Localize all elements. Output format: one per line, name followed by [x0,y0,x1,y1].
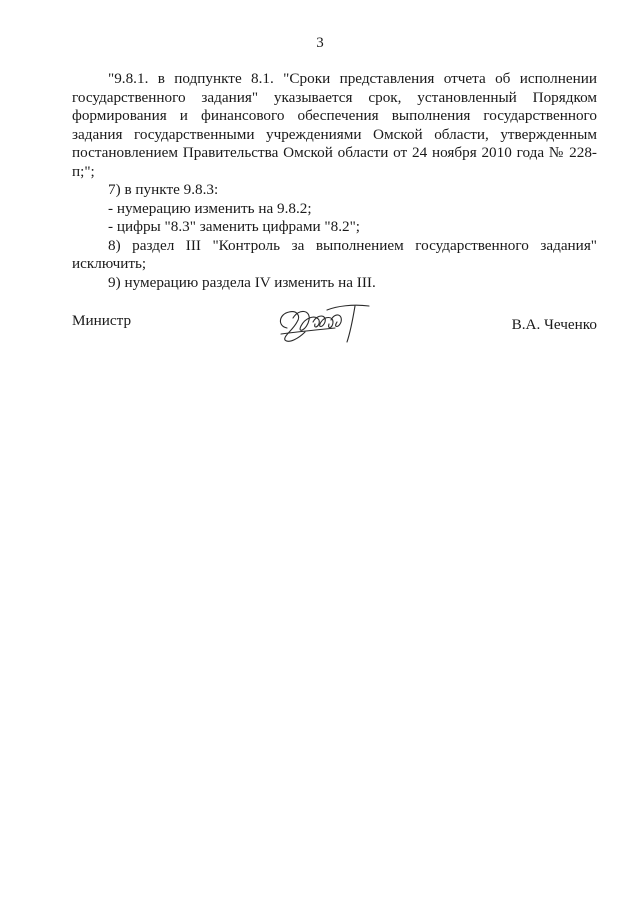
signer-name: В.А. Чеченко [511,316,597,333]
document-body [72,70,597,292]
paragraph-item-7: 7) в пункте 9.8.3: [108,181,219,198]
signature-block [72,300,597,360]
page-number: 3 [316,35,324,51]
paragraph-item-8: 8) раздел III "Контроль за выполнением государственного задания" исключить; [72,236,597,272]
handwritten-signature [275,300,375,346]
paragraph-item-9: 9) нумерацию раздела IV изменить на III. [108,273,376,291]
paragraph-9-8-1: "9.8.1. в подпункте 8.1. "Сроки представления отчета об исполнении государственного задания" указывается срок, установленный Порядком формирования и финансового обеспечения выполнения государственного задания государственными учреждениями Омской области, утвержденным постановлением Правительства Омской области от 24 ноября 2010 года № 228-п;"; [72,70,597,180]
paragraph-digits-replace: - цифры "8.3" заменить цифрами "8.2"; [108,218,361,235]
signer-title: Министр [72,312,132,329]
paragraph-numbering-change: - нумерацию изменить на 9.8.2; [108,199,312,217]
